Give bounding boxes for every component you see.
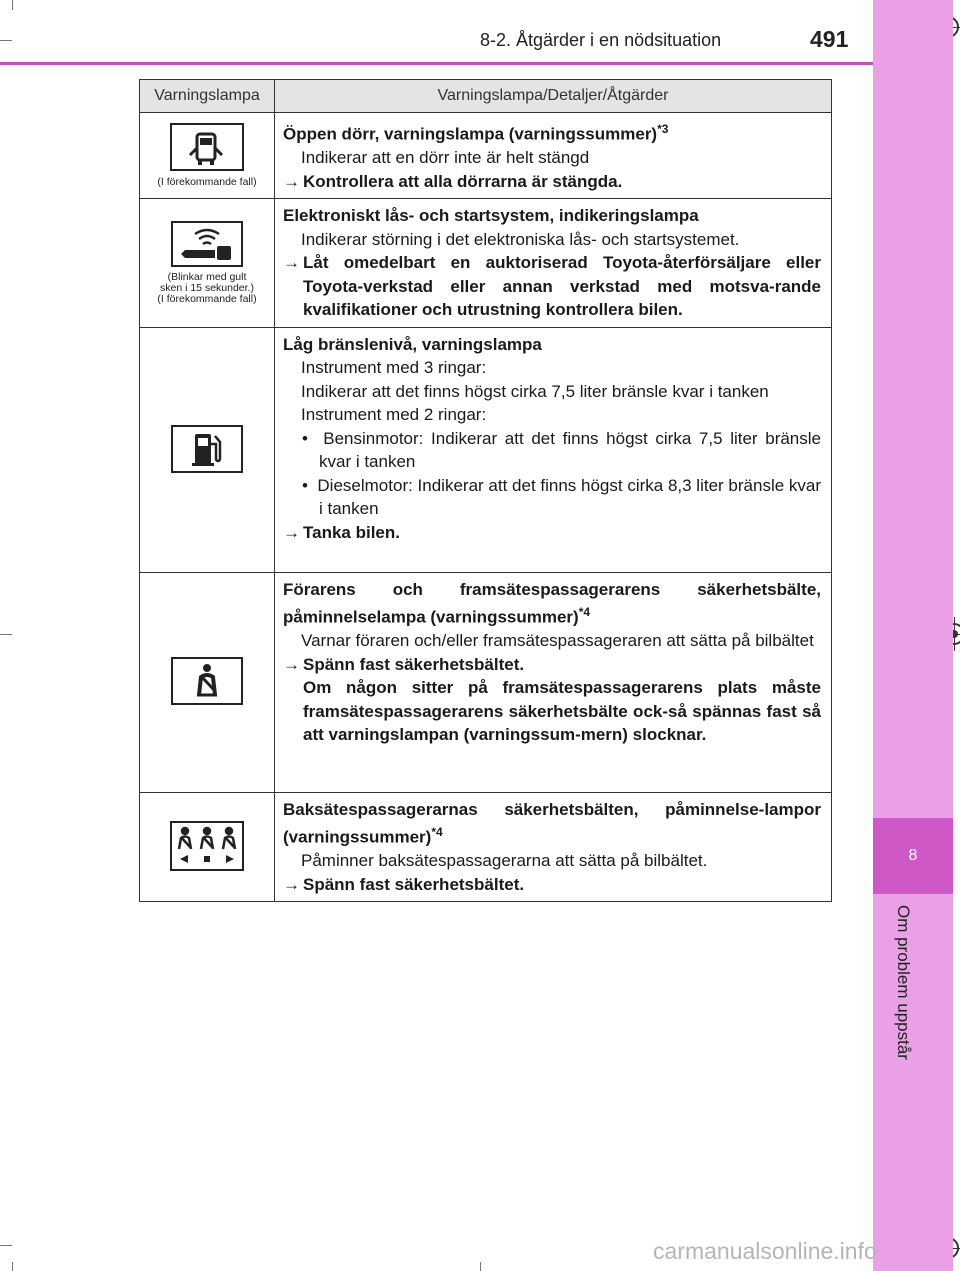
lamp-description: Indikerar störning i det elektroniska lås- och startsystemet. bbox=[301, 229, 740, 249]
watermark: carmanualsonline.info bbox=[653, 1238, 877, 1264]
lamp-action: → Låt omedelbart en auktoriserad Toyota-återförsäljare eller Toyota-verkstad eller annan verkstad med motsva-rande kvalifikationer och utrustning kontrollera bilen. bbox=[283, 253, 821, 320]
arrow-right-icon: → bbox=[283, 654, 300, 674]
lamp-title: Låg bränslenivå, varningslampa bbox=[283, 334, 542, 354]
details-cell bbox=[275, 199, 832, 328]
list-item: • Bensinmotor: Indikerar att det finns högst cirka 7,5 liter bränsle kvar i tanken bbox=[302, 428, 821, 472]
details-cell bbox=[275, 327, 832, 572]
table-row bbox=[140, 113, 832, 199]
rear-seatbelts-icon bbox=[170, 821, 244, 871]
lamp-action: → Spänn fast säkerhetsbältet. bbox=[283, 653, 821, 677]
seatbelt-icon bbox=[171, 657, 243, 705]
lamp-action: → Tanka bilen. bbox=[283, 521, 821, 545]
lamp-description: Indikerar att det finns högst cirka 7,5 liter bränsle kvar i tanken bbox=[301, 381, 769, 401]
lamp-action-detail: Om någon sitter på framsätespassagerarens plats måste framsätespassagerarens säkerhetsbälte ock-så spännas fast så att varningslampan (varningssum-mern) slocknar. bbox=[303, 678, 821, 745]
lamp-title: Öppen dörr, varningslampa (varningssummer)$^{*3}$ bbox=[283, 122, 669, 144]
table-row bbox=[140, 327, 832, 572]
door-open-icon bbox=[170, 123, 244, 171]
crop-mark bbox=[480, 1262, 481, 1271]
details-cell bbox=[275, 113, 832, 199]
table-row bbox=[140, 792, 832, 902]
crop-mark bbox=[12, 1262, 13, 1271]
icon-note: (I förekommande fall) bbox=[157, 175, 257, 188]
chapter-title: Om problem uppstår bbox=[894, 905, 913, 1060]
lamp-title: Baksätespassagerarnas säkerhetsbälten, påminnelse-lampor (varningssummer)$^{*4}$ bbox=[283, 799, 821, 847]
lamp-description: Indikerar att en dörr inte är helt stängd bbox=[301, 148, 590, 168]
crop-mark bbox=[0, 40, 12, 41]
key-system-icon bbox=[171, 221, 243, 267]
icon-cell bbox=[140, 113, 275, 199]
table-row bbox=[140, 572, 832, 792]
arrow-right-icon: → bbox=[283, 874, 300, 894]
lamp-title: Förarens och framsätespassagerarens säkerhetsbälte, påminnelselampa (varningssummer)$^{*4}$ bbox=[283, 579, 821, 627]
icon-cell bbox=[140, 572, 275, 792]
arrow-right-icon: → bbox=[283, 253, 300, 273]
arrow-right-icon: → bbox=[283, 171, 300, 191]
chapter-number: 8 bbox=[873, 818, 953, 894]
arrow-right-icon: → bbox=[283, 522, 300, 542]
icon-cell bbox=[140, 199, 275, 328]
icon-cell bbox=[140, 327, 275, 572]
section-title: 8-2. Åtgärder i en nödsituation bbox=[480, 30, 722, 50]
icon-cell bbox=[140, 792, 275, 902]
crop-mark bbox=[0, 634, 12, 635]
lamp-title: Elektroniskt lås- och startsystem, indikeringslampa bbox=[283, 206, 699, 226]
table-row bbox=[140, 199, 832, 328]
col-header-details: Varningslampa/Detaljer/Åtgärder bbox=[275, 80, 832, 113]
header-rule bbox=[0, 62, 873, 65]
col-header-lamp: Varningslampa bbox=[140, 80, 275, 113]
lamp-action: → Spänn fast säkerhetsbältet. bbox=[283, 873, 821, 897]
crop-mark bbox=[0, 1245, 12, 1246]
lamp-description: Påminner baksätespassagerarna att sätta på bilbältet. bbox=[301, 851, 708, 871]
table-header-row bbox=[140, 80, 832, 113]
lamp-description: Instrument med 3 ringar: bbox=[301, 358, 487, 378]
lamp-description: Instrument med 2 ringar: bbox=[301, 405, 487, 425]
page-number: 491 bbox=[810, 26, 849, 52]
chapter-sidetab bbox=[873, 0, 953, 1271]
fuel-pump-icon bbox=[171, 425, 243, 473]
details-cell bbox=[275, 572, 832, 792]
crop-mark bbox=[12, 0, 13, 10]
list-item: • Dieselmotor: Indikerar att det finns högst cirka 8,3 liter bränsle kvar i tanken bbox=[302, 475, 822, 519]
lamp-action: → Kontrollera att alla dörrarna är stängda. bbox=[283, 170, 821, 194]
lamp-description: Varnar föraren och/eller framsätespassageraren att sätta på bilbältet bbox=[301, 631, 814, 651]
icon-note: (Blinkar med gult sken i 15 sekunder.) (I förekommande fall) bbox=[157, 271, 257, 306]
details-cell bbox=[275, 792, 832, 902]
warning-lamp-table bbox=[139, 79, 832, 902]
